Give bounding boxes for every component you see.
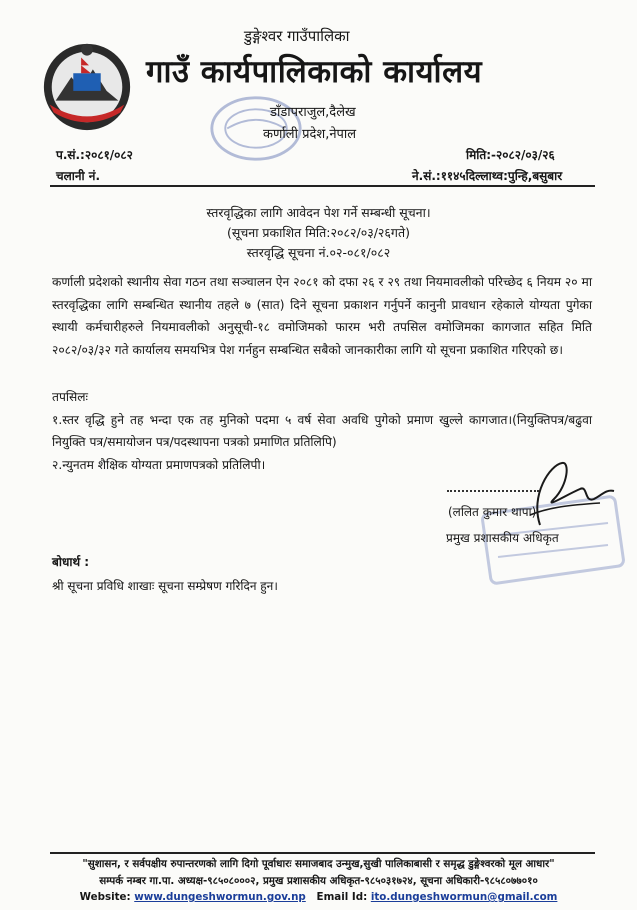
email-link[interactable]: ito.dungeshwormun@gmail.com (370, 891, 558, 903)
office-name: गाउँ कार्यपालिकाको कार्यालय (146, 54, 483, 90)
email-label: Email Id: (316, 891, 368, 903)
cc-heading: बोधार्थ : (52, 555, 90, 569)
reference-number: प.सं.:२०८१/०८२ (56, 148, 133, 162)
body-paragraph: कर्णाली प्रदेशको स्थानीय सेवा गठन तथा सञ्चालन ऐन २०८१ को दफा २६ र २९ तथा नियमावलीको परिच्छेद ६ नियम २० मा स्तरवृद्धिका लागि सम्बन्धित स्थानीय तहले ७ (सात) दिने सूचना प्रकाशन गर्नुपर्ने कानुनी प्रावधान रहेकाले योग्यता पुगेका स्थायी कर्मचारीहरुले नियमावलीको अनुसूची-१८ वमोजिमको फारम भरी तपसिल वमोजिमका कागजात सहित मिति २०८२/०३/३२ गते कार्यालय समयभित्र पेश गर्नहुन सम्बन्धित सबैको जानकारीका लागि यो सूचना प्रकाशित गरिएको छ। (52, 275, 592, 357)
municipality-name: डुङ्गेश्वर गाउँपालिका (244, 27, 350, 45)
footer-motto: "सुशासन, र सर्वपक्षीय रुपान्तरणको लागि दिगो पूर्वाधारः समाजबाद उन्मुख,सुखी पालिकाबासी र समृद्ध डुङ्गेश्वरको मूल आधार" (82, 858, 555, 870)
nepal-emblem-icon (38, 36, 136, 134)
address-line-2: कर्णाली प्रदेश,नेपाल (263, 127, 357, 142)
handwritten-signature-icon (470, 455, 620, 535)
notice-date: मिति:-२०८२/०३/२६ (466, 148, 555, 162)
signatory-name: (ललित कुमार थापा) (448, 505, 537, 519)
signatory-designation: प्रमुख प्रशासकीय अधिकृत (446, 531, 559, 545)
cc-recipient: श्री सूचना प्रविधि शाखाः सूचना सम्प्रेषण गरिदिन हुन। (52, 579, 278, 593)
footer-web (0, 891, 637, 903)
footer-contact: सम्पर्क नम्बर गा.पा. अध्यक्ष-९८५०८०००२, प्रमुख प्रशासकीय अधिकृत-९८५०३१७२४, सूचना अधिकारी-९८५८०७७०१० (99, 875, 538, 887)
address-line-1: डाँडापराजुल,दैलेख (270, 105, 356, 120)
tapsil-item-2: २.न्युनतम शैक्षिक योग्यता प्रमाणपत्रको प्रतिलिपी। (52, 457, 266, 472)
dispatch-number: चलानी नं. (56, 169, 101, 183)
notice-number: स्तरवृद्धि सूचना नं.०२-०८१/०८२ (246, 245, 391, 260)
tapsil-item-1: १.स्तर वृद्धि हुने तह भन्दा एक तह मुनिको पदमा ५ वर्ष सेवा अवधि पुगेको प्रमाण खुल्ले कागजात।(नियुक्तिपत्र/बढुवा नियुक्ति पत्र/समायोजन पत्र/पदस्थापना पत्रको प्रमाणित प्रतिलिपि) (52, 412, 592, 449)
website-label: Website: (79, 891, 131, 903)
notice-subject: स्तरवृद्धिका लागि आवेदन पेश गर्ने सम्बन्धी सूचना। (206, 205, 431, 220)
header-rule (50, 185, 595, 187)
website-link[interactable]: www.dungeshwormun.gov.np (134, 891, 306, 903)
footer-rule (50, 852, 595, 854)
tapsil-heading: तपसिलः (52, 390, 88, 404)
nepal-sambat-date: ने.सं.:११४५दिल्लाथ्व:पुन्हि,बसुबार (412, 169, 563, 183)
notice-published-date: (सूचना प्रकाशित मिति:२०८२/०३/२६गते) (227, 225, 410, 240)
notice-body (52, 271, 592, 361)
